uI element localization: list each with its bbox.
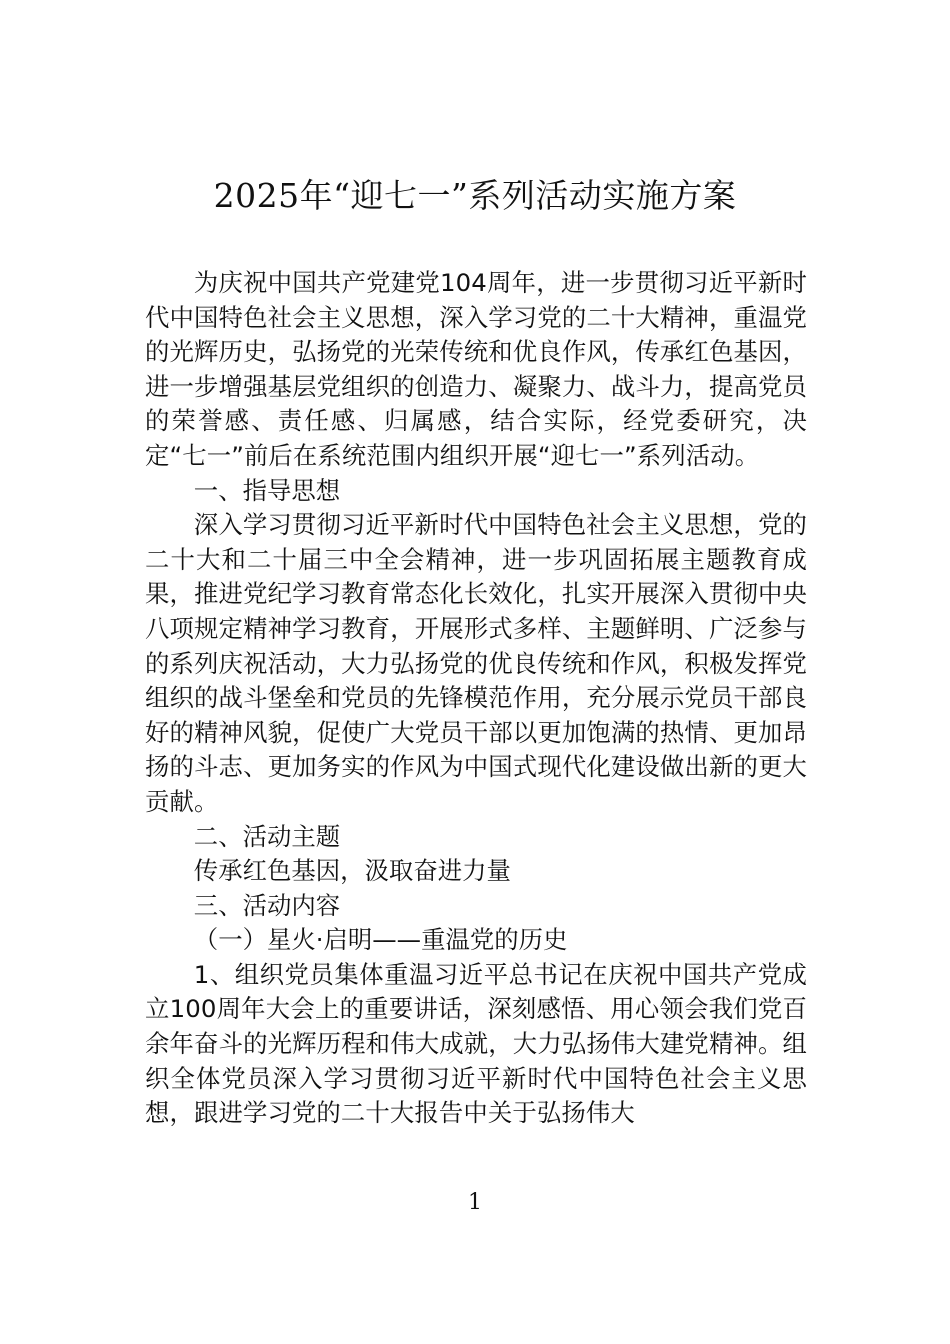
intro-paragraph: 为庆祝中国共产党建党104周年，进一步贯彻习近平新时代中国特色社会主义思想，深入学习党的二十大精神，重温党的光辉历史，弘扬党的光荣传统和优良作风，传承红色基因，进一步增强基层党组织的创造力、凝聚力、战斗力，提高党员的荣誉感、责任感、归属感，结合实际，经党委研究，决定“七一”前后在系统范围内组织开展“迎七一”系列活动。: [145, 268, 807, 470]
section-heading-guiding-thought: 一、指导思想: [193, 475, 341, 505]
activity-theme-text: 传承红色基因，汲取奋进力量: [193, 856, 511, 886]
section-heading-activity-content: 三、活动内容: [193, 890, 341, 920]
guiding-thought-paragraph: 深入学习贯彻习近平新时代中国特色社会主义思想，党的二十大和二十届三中全会精神，进一步巩固拓展主题教育成果，推进党纪学习教育常态化长效化，扎实开展深入贯彻中央八项规定精神学习教育，开展形式多样、主题鲜明、广泛参与的系列庆祝活动，大力弘扬党的优良传统和作风，积极发挥党组织的战斗堡垒和党员的先锋模范作用，充分展示党员干部良好的精神风貌，促使广大党员干部以更加饱满的热情、更加昂扬的斗志、更加务实的作风为中国式现代化建设做出新的更大贡献。: [145, 510, 807, 816]
document-title: 2025年“迎七一”系列活动实施方案: [213, 176, 737, 215]
document-body: [145, 266, 807, 1131]
subsection-heading-history: （一）星火·启明——重温党的历史: [193, 925, 568, 955]
section-heading-activity-theme: 二、活动主题: [193, 821, 341, 851]
item-1-paragraph: 1、组织党员集体重温习近平总书记在庆祝中国共产党成立100周年大会上的重要讲话，深刻感悟、用心领会我们党百余年奋斗的光辉历程和伟大成就，大力弘扬伟大建党精神。组织全体党员深入学习贯彻习近平新时代中国特色社会主义思想，跟进学习党的二十大报告中关于弘扬伟大: [145, 959, 807, 1128]
page-number: 1: [468, 1190, 482, 1215]
